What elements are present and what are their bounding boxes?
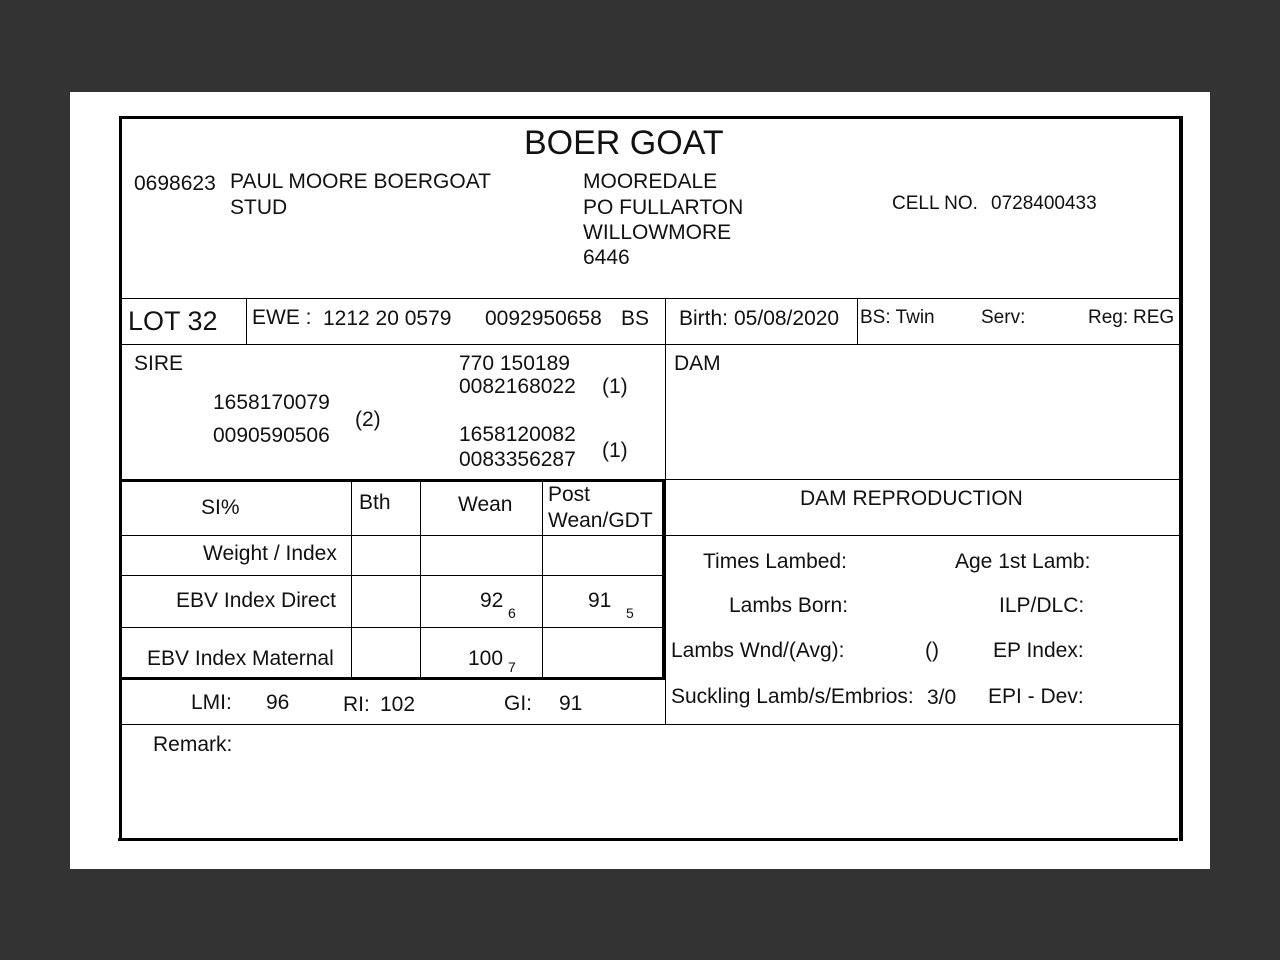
breeder-name-line1: PAUL MOORE BOERGOAT	[230, 170, 491, 193]
ri-label: RI:	[343, 693, 370, 716]
card-title: BOER GOAT	[524, 124, 724, 162]
row-label-weight-index: Weight / Index	[203, 542, 337, 565]
lambs-weaned-label: Lambs Wnd/(Avg):	[671, 639, 845, 662]
row-label-ebv-maternal: EBV Index Maternal	[147, 647, 334, 670]
remark-label: Remark:	[153, 733, 233, 756]
dam-label: DAM	[674, 352, 721, 375]
address-line-2: PO FULLARTON	[583, 196, 744, 219]
birth-label: Birth:	[679, 307, 729, 330]
lambs-weaned-value: ()	[925, 639, 939, 662]
sire-dam-id: 1658120082	[459, 423, 576, 446]
address-line-1: MOOREDALE	[583, 170, 718, 193]
sire-sire-flag: (1)	[602, 375, 628, 398]
ebv-maternal-wean: 100	[468, 647, 504, 670]
sire-label: SIRE	[134, 352, 184, 375]
ebv-direct-wean-accuracy: 6	[508, 605, 516, 621]
sire-sire-id: 770 150189	[459, 352, 570, 375]
age-first-lamb-label: Age 1st Lamb:	[955, 550, 1091, 573]
member-number: 0698623	[134, 172, 216, 195]
column-bth: Bth	[359, 491, 391, 514]
ebv-direct-post-wean-accuracy: 5	[626, 605, 634, 621]
registration-number: 0092950658	[485, 307, 602, 330]
sire-id: 1658170079	[213, 391, 330, 414]
sire-reg: 0090590506	[213, 424, 330, 447]
dam-reproduction-title: DAM REPRODUCTION	[800, 487, 1023, 510]
column-wean: Wean	[458, 493, 513, 516]
lot-number: LOT 32	[128, 306, 218, 336]
animal-id: 1212 20 0579	[323, 307, 452, 330]
column-post-wean: Post Wean/GDT	[548, 483, 653, 532]
sire-dam-reg: 0083356287	[459, 448, 576, 471]
breeder-name-line2: STUD	[230, 196, 288, 219]
ri-value: 102	[380, 693, 416, 716]
sire-flag: (2)	[355, 408, 381, 431]
address-line-4: 6446	[583, 246, 630, 269]
gi-label: GI:	[504, 692, 533, 715]
birth-status: BS: Twin	[860, 307, 935, 328]
address-line-3: WILLOWMORE	[583, 221, 732, 244]
epi-dev-label: EPI - Dev:	[988, 685, 1084, 708]
ebv-maternal-wean-accuracy: 7	[508, 659, 516, 675]
times-lambed-label: Times Lambed:	[703, 550, 847, 573]
sire-dam-flag: (1)	[602, 439, 628, 462]
lot-card-page	[70, 92, 1210, 869]
ebv-direct-wean: 92	[480, 589, 504, 612]
suckling-lambs-value: 3/0	[927, 686, 957, 709]
ilp-dlc-label: ILP/DLC:	[999, 594, 1085, 617]
lmi-label: LMI:	[191, 691, 232, 714]
ep-index-label: EP Index:	[993, 639, 1084, 662]
breed-code: BS	[621, 307, 650, 330]
row-label-ebv-direct: EBV Index Direct	[176, 589, 336, 612]
lmi-value: 96	[266, 691, 290, 714]
si-percent-label: SI%	[201, 496, 240, 519]
sire-sire-reg: 0082168022	[459, 375, 576, 398]
suckling-lambs-label: Suckling Lamb/s/Embrios:	[671, 685, 914, 708]
animal-label: EWE :	[252, 306, 312, 329]
ebv-direct-post-wean: 91	[588, 589, 612, 612]
reg-label: Reg:	[1088, 307, 1129, 328]
reg-value: REG	[1133, 307, 1175, 328]
cell-label: CELL NO.	[892, 193, 978, 214]
serv-label: Serv:	[981, 307, 1026, 328]
cell-number: 0728400433	[991, 193, 1097, 214]
birth-date: 05/08/2020	[734, 307, 840, 330]
gi-value: 91	[559, 692, 583, 715]
lambs-born-label: Lambs Born:	[729, 594, 849, 617]
